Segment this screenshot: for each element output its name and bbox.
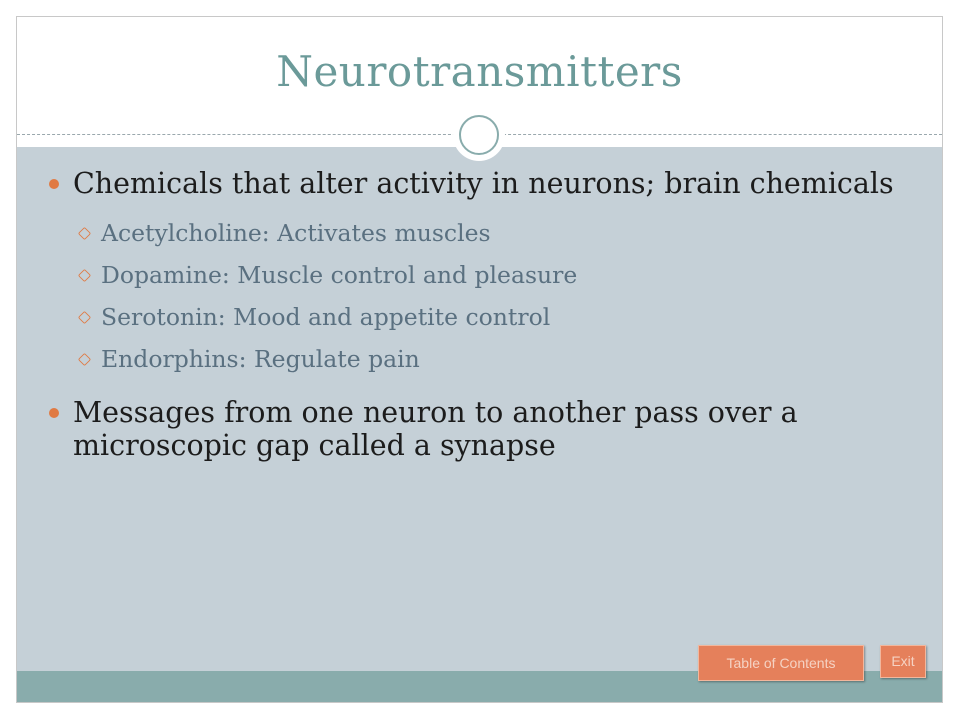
sub-bullet-item xyxy=(17,254,942,296)
circle-ornament-icon xyxy=(453,109,505,161)
slide-title: Neurotransmitters xyxy=(276,47,683,96)
bullet-text: Messages from one neuron to another pass over a microscopic gap called a synapse xyxy=(73,396,798,462)
bullet-item xyxy=(17,167,942,200)
exit-button[interactable]: Exit xyxy=(880,645,926,678)
diamond-bullet-icon xyxy=(78,311,91,324)
table-of-contents-button[interactable]: Table of Contents xyxy=(698,645,864,681)
diamond-bullet-icon xyxy=(78,269,91,282)
slide-body xyxy=(17,167,942,462)
sub-bullet-item xyxy=(17,296,942,338)
bullet-item xyxy=(17,396,942,462)
circle-ring xyxy=(459,115,499,155)
sub-bullet-list xyxy=(17,212,942,380)
diamond-bullet-icon xyxy=(78,227,91,240)
bullet-text: Chemicals that alter activity in neurons; brain chemicals xyxy=(73,167,894,200)
sub-bullet-text: Serotonin: Mood and appetite control xyxy=(101,303,551,331)
sub-bullet-text: Acetylcholine: Activates muscles xyxy=(101,219,491,247)
diamond-bullet-icon xyxy=(78,353,91,366)
sub-bullet-item xyxy=(17,212,942,254)
bullet-dot-icon xyxy=(49,408,59,418)
sub-bullet-text: Endorphins: Regulate pain xyxy=(101,345,420,373)
sub-bullet-text: Dopamine: Muscle control and pleasure xyxy=(101,261,578,289)
sub-bullet-item xyxy=(17,338,942,380)
bullet-dot-icon xyxy=(49,179,59,189)
slide xyxy=(16,16,943,703)
